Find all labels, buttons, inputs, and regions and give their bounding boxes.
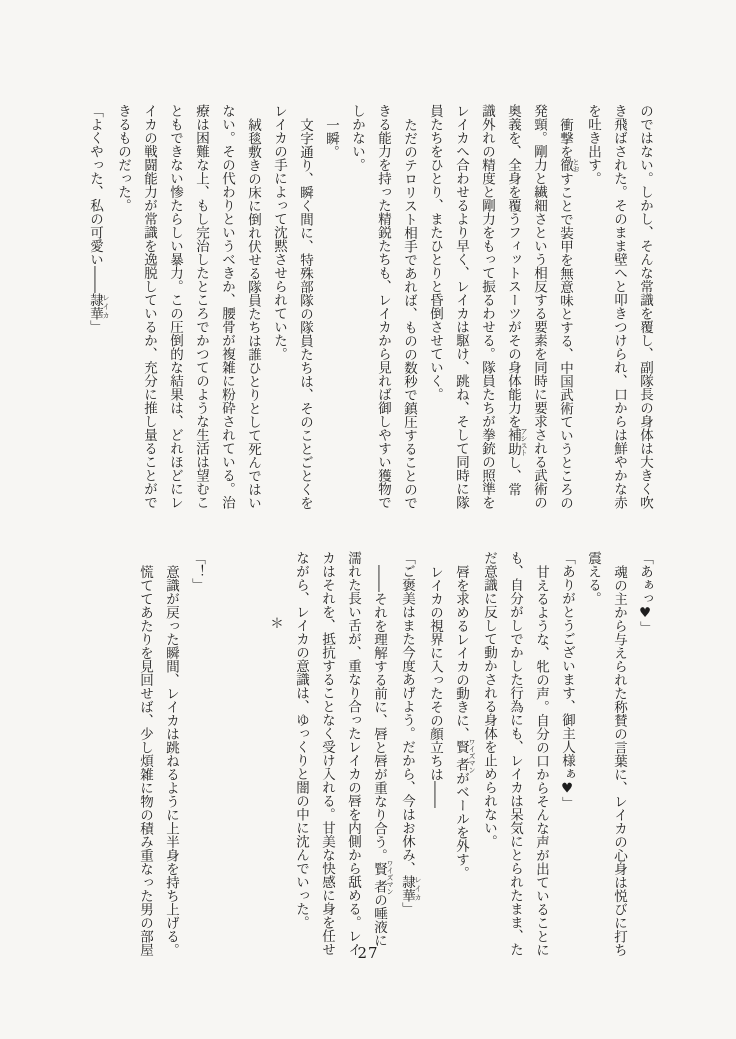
- paragraph: 唇を求めるレイカの動きに、賢者 ワイズマンがベールを外す。: [453, 564, 476, 879]
- ruby-annotated-word: 隷華 レイカ: [399, 875, 422, 902]
- paragraph: 「ありがとうございます、御主人様ぁ♥」: [559, 551, 575, 810]
- paragraph: 衝撃を徹 とおすことで装甲を無意味とする、中国武術ていうところの発頸。剛力と繊細さという相反する要素を同時に要求される武術の奥義を、全身を覆うフィットスーツがその身体能力を補助 アシストし、常識外れの精度と剛力をもって振るわせる。隊員たちが拳銃の照準をレイカへ合わせるより早く、レイカは駆け、跳ね、そして同時に隊員たちをひとり、またひとりと昏倒させていく。: [427, 104, 580, 509]
- ruby-annotated-word: 補助 アシスト: [505, 427, 528, 456]
- paragraph: 一瞬。: [323, 117, 339, 158]
- paragraph: 甘えるような、牝の声。自分の口からそんな声が出ていることにも、自分がしでかした行為にも、レイカは呆気にとられたまま、ただ意識に反して動かされる身体を止められない。: [481, 551, 549, 956]
- text-block-bottom: [132, 551, 658, 956]
- paragraph: 絨毯敷きの床に倒れ伏せる隊員たちは誰ひとりとして死んではいない。その代わりというべきか、腰骨が複雑に粉砕されている。治療は困難な上、もし完治したところでかつてのような生活は望むこともできない惨たらしい暴力。この圧倒的な結果は、どれほどにレイカの戦闘能力が常識を逸脱しているか、充分に推し量ることができるものだった。: [115, 104, 261, 509]
- ruby-annotated-word: 徹 とお: [557, 157, 580, 172]
- paragraph: ただのテロリスト相手であれば、ものの数秒で鎮圧することのできる能力を持った精鋭たちも、レイカから見れば御しやすい獲物でしかない。: [349, 104, 417, 509]
- paragraph: 「よくやった、私の可愛い――隷華 レイカ」: [87, 104, 110, 334]
- paragraph: 「ご褒美はまた今度あげよう。だから、今はお休み、隷華 レイカ」: [399, 551, 422, 916]
- ruby-annotated-word: 賢者 ワイズマン: [453, 738, 476, 773]
- paragraph: 意識が戻った瞬間、レイカは跳ねるように上半身を持ち上げる。: [163, 564, 179, 956]
- paragraph: 「あぁっ♥」: [637, 551, 653, 635]
- paragraph: 慌ててあたりを見回せば、少し煩雑に物の積み重なった男の部屋: [137, 564, 153, 956]
- page-number: 27: [357, 944, 379, 962]
- section-separator: ＊: [267, 616, 283, 630]
- paragraph: 「！」: [189, 551, 205, 592]
- ruby-annotated-word: 隷華 レイカ: [87, 293, 110, 320]
- ruby-annotated-word: 賢者 ワイズマン: [371, 859, 394, 895]
- paragraph: 魂の主から与えられた称賛の言葉に、レイカの心身は悦びに打ち震える。: [585, 551, 627, 956]
- paragraph: ――それを理解する前に、唇と唇が重なり合う。賢者 ワイズマンの唾液に濡れた長い舌が、重なり合ったレイカの唇を内側から舐める。レイカはそれを、抵抗することなく受け入れる。甘美な快感に身を任せながら、レイカの意識は、ゆっくりと闇の中に沈んでいった。: [293, 551, 394, 956]
- text-block-top: [82, 104, 658, 509]
- paragraph: レイカの視界に入ったその顔立ちは――: [427, 564, 443, 808]
- paragraph: のではない。しかし、そんな常識を覆し、副隊長の身体は大きく吹き飛ばされた。そのまま壁へと叩きつけられ、口からは鮮やかな赤を吐き出す。: [585, 104, 653, 509]
- paragraph: 文字通り、瞬く間に、特殊部隊の隊員たちは、そのことごとくをレイカの手によって沈黙させられていた。: [271, 104, 313, 509]
